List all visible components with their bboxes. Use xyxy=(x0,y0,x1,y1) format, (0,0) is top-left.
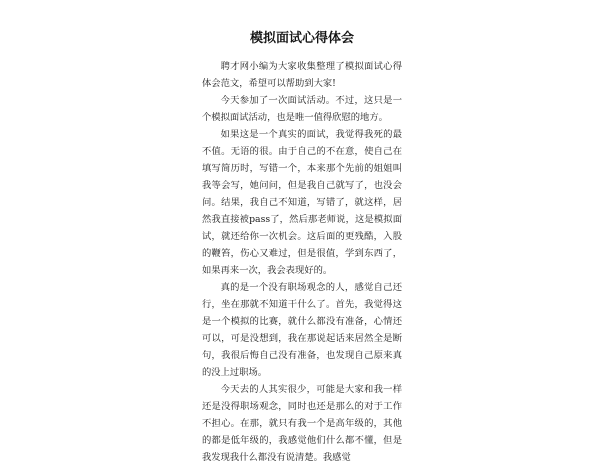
paragraph-intro: 聘才网小编为大家收集整理了模拟面试心得体会范文，希望可以帮助到大家! xyxy=(202,61,402,89)
paragraph-activity: 今天参加了一次面试活动。不过，这只是一个模拟面试活动，也是唯一值得欣慰的地方。 xyxy=(202,95,402,123)
paragraph-attendance: 今天去的人其实很少，可能是大家和我一样还是没得职场观念，同时也还是那么的对于工作不担心。在那，就只有我一个是高年级的，其他的都是低年级的，我感觉他们什么都不懂，但是我发现我什么都没有说清楚。我感觉 xyxy=(202,384,402,463)
paragraph-real-interview: 如果这是一个真实的面试，我觉得我死的最不值。无语的很。由于自己的不在意，使自己在填写简历时，写错一个，本来那个先前的姐姐叫我等会写，她问问，但是我自己就写了，也没会问。结果，我自己不知道，写错了，就这样，居然我直接被pass了，然后那老师说，这是模拟面试，就还给你一次机会。这后面的更残酷，入股的鞭笞，伤心又难过，但是很值，学到东西了，如果再来一次，我会表现好的。 xyxy=(202,129,402,276)
document-title: 模拟面试心得体会 xyxy=(249,31,354,46)
paragraph-workplace-concept: 真的是一个没有职场观念的人，感觉自己还行，坐在那就不知道干什么了。首先，我觉得这是一个模拟的比赛，就什么都没有准备，心情还可以，可是没想到，我在那说起话来居然全是断句，我很后悔自己没有准备，也发现自己原来真的没上过职场。 xyxy=(202,282,402,378)
document-page xyxy=(202,30,402,466)
